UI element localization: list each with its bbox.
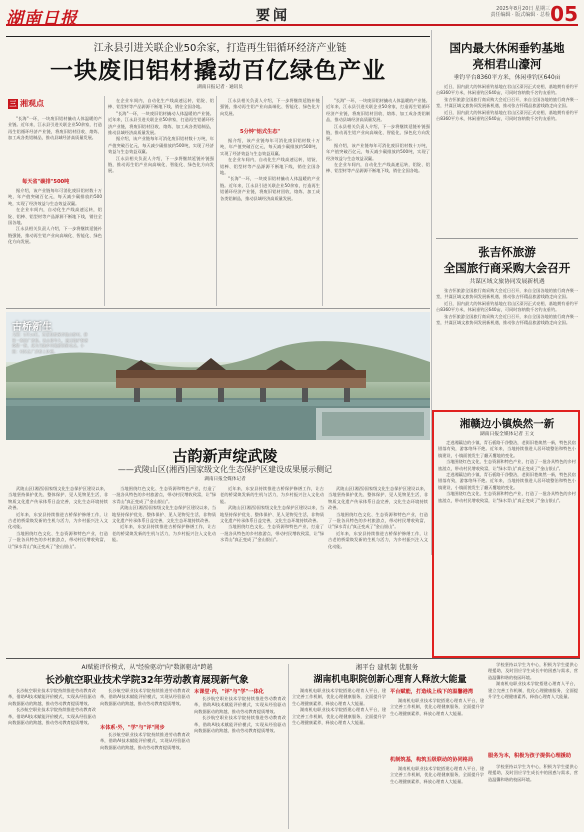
lead-kicker: 江永县引进关联企业50余家，打造再生铝循环经济产业链 <box>93 43 347 54</box>
body-text: 长沙航空职业技术学院持续推进劳动教育改革，借助AI技术赋能评价模式，实现从经验驱动向数据驱动的跨越，推动劳动教育提质增效。 <box>100 732 190 750</box>
body-text: "长海"一环，一块废旧铝材撬动人体温暖的产业链。近年来，江永县引进关联企业50余家，打造再生铝循环经济产业链，将废旧铝材回收、熔炼、加工成各类铝制品，推动县域经济高质量发展。 <box>8 116 102 141</box>
body-text: 湖南机电职业技术学院搭建心理育人平台，建立完善工作机制，优化心理健康服务，全面提升学生心理健康素养，释放心理育人大能量。 <box>390 766 484 784</box>
rule <box>6 36 430 37</box>
xiang-badge-icon: 三 <box>9 100 17 108</box>
rule <box>6 658 580 659</box>
body-text: 近日，国内最大的休闲垂钓基地在君山区濠河正式亮相，基地拥有垂钓平台8360平方米，休闲垂钓区640亩，可同时容纳数千名钓友垂钓。 张吉怀旅游全国旅行商采购大会近日召开，来自全国各地的旅行商齐聚一堂，共谋区域文旅协同发展新机遇，推动张吉怀精品旅游线路走向全国。 近日，国内最大的休闲垂钓基地在君山区濠河正式亮相，基地拥有垂钓平台8360平方米，休闲垂钓区640亩，可同时容纳数千名钓友垂钓。 <box>436 84 578 122</box>
body-text: 武陵山区(湘西)国家级文化生态保护区建设以来，当地坚持保护优先、整体保护、见人见物见生活，非物质文化遗产传承体系日益完善，文化生态环境持续改善。 近年来，东安县持续推进古桥保护修缮工作，让古老的桥梁焕发新的生机与活力，为乡村振兴注入文化动能。 当地围绕红色文化、生态资源和特色产业，打造了一批各具特色的乡村旅游点，带动村民增收致富，让"绿水青山"真正变成了"金山银山"。 <box>8 486 108 549</box>
aviation-subhead-1: 本体系·外，"学"与"评"同步 <box>100 725 165 731</box>
body-text: 武陵山区(湘西)国家级文化生态保护区建设以来，当地坚持保护优先、整体保护、见人见物见生活，非物质文化遗产传承体系日益完善，文化生态环境持续改善。 当地围绕红色文化、生态资源和特色产业，打造了一批各具特色的乡村旅游点，带动村民增收致富，让"绿水青山"真正变成了"金山银山"。 近年来，东安县持续推进古桥保护修缮工作，让古老的桥梁焕发新的生机与活力，为乡村振兴注入文化动能。 <box>328 486 428 549</box>
culture-subtitle: ——武陵山区(湘西)国家级文化生态保护区建设成果展示侧记 <box>117 465 333 474</box>
masthead <box>6 2 578 29</box>
body-text: 据介绍，该产业链每年可消化废旧铝材数十万吨，年产值突破百亿元，每天减少碳排放约500吨，实现了经济效益与生态效益双赢。 在企业车间内，自动化生产线高速运转，铝锭、铝棒、铝型材等产品源源不断地下线，销往全国各地。 江永县相关负责人介绍，下一步将继续延链补链强链，推动再生铝产业向高端化、智能化、绿色化方向发展。 <box>8 188 102 245</box>
aviation-subhead-2: 本课堂·内，"评"与"学"一体化 <box>194 689 264 695</box>
xiang-subhead: 每天省"碳排"500吨 <box>22 179 70 185</box>
lead-byline: 湖南日报记者 · 通讯员 <box>197 85 243 90</box>
rule <box>436 238 578 239</box>
xiang-heading: 三 湘观点 <box>9 99 44 108</box>
tourism-headline-2: 全国旅行商采购大会召开 <box>443 261 571 275</box>
mechanical-headline: 湖南机电职院创新心理育人释放大能量 <box>313 675 467 685</box>
aviation-headline: 长沙航空职业技术学院32年劳动教育展现新气象 <box>45 675 249 686</box>
body-text: 当地围绕红色文化、生态资源和特色产业，打造了一批各具特色的乡村旅游点，带动村民增收致富，让"绿水青山"真正变成了"金山银山"。 武陵山区(湘西)国家级文化生态保护区建设以来，当地坚持保护优先、整体保护、见人见物见生活，非物质文化遗产传承体系日益完善，文化生态环境持续改善。 近年来，东安县持续推进古桥保护修缮工作，让古老的桥梁焕发新的生机与活力，为乡村振兴注入文化动能。 <box>112 486 216 543</box>
body-text: 长沙航空职业技术学院持续推进劳动教育改革，借助AI技术赋能评价模式，实现从经验驱动向数据驱动的跨越，推动劳动教育提质增效。 长沙航空职业技术学院持续推进劳动教育改革，借助AI技术赋能评价模式，实现从经验驱动向数据驱动的跨越，推动劳动教育提质增效。 <box>8 688 96 726</box>
body-text: 走进湘赣边的小镇，青石板路干净整洁，老街旧巷焕然一新，特色民宿错落有致，游客络绎不绝。近年来，当地持续推进人居环境整治和特色小镇建设，小镇面貌发生了翻天覆地的变化。 当地围绕红色文化、生态资源和特色产业，打造了一批各具特色的乡村旅游点，带动村民增收致富，让"绿水青山"真正变成了"金山银山"。 走进湘赣边的小镇，青石板路干净整洁，老街旧巷焕然一新，特色民宿错落有致，游客络绎不绝。近年来，当地持续推进人居环境整治和特色小镇建设，小镇面貌发生了翻天覆地的变化。 当地围绕红色文化、生态资源和特色产业，打造了一批各具特色的乡村旅游点，带动村民增收致富，让"绿水青山"真正变成了"金山银山"。 <box>438 440 576 503</box>
body-text: 湖南机电职业技术学院搭建心理育人平台，建立完善工作机制，优化心理健康服务，全面提升学生心理健康素养，释放心理育人大能量。 <box>390 698 484 716</box>
lead-headline: 一块废旧铝材撬动百亿绿色产业 <box>50 58 386 84</box>
date-line: 2025年8月20日 星期三 责任编辑 · 版式编辑 · 总检 <box>490 6 550 18</box>
mechanical-subhead-3: 服务为本，积极为孩子提供心理援助 <box>488 753 572 759</box>
photo-caption: 大图：5月19日，东安县紫溪市镇古桥村，修葺一新的广济桥。该古桥年久，通过保护修缮焕然一新，成为当地乡村旅游的新亮点。小图：村民在广济桥上休憩。 <box>12 332 88 354</box>
body-text: 学校坚持以学生为中心，积极为学生提供心理援助，及时回应学生成长中的困惑与需求，营造温馨和谐的校园环境。 <box>488 764 578 782</box>
column-divider <box>288 664 289 829</box>
body-text: 据介绍，该产业链每年可消化废旧铝材数十万吨，年产值突破百亿元，每天减少碳排放约500吨，实现了经济效益与生态效益双赢。 在企业车间内，自动化生产线高速运转，铝锭、铝棒、铝型材等产品源源不断地下线，销往全国各地。 "长海"一环，一块废旧铝材撬动人体温暖的产业链。近年来，江永县引进关联企业50余家，打造再生铝循环经济产业链，将废旧铝材回收、熔炼、加工成各类铝制品，推动县域经济高质量发展。 <box>220 138 320 201</box>
mechanical-subhead-1: 平台赋能，打造线上线下的温馨港湾 <box>390 689 474 695</box>
fishing-headline-2: 亮相君山濠河 <box>472 57 542 71</box>
body-text: "长海"一环，一块废旧铝材撬动人体温暖的产业链。近年来，江永县引进关联企业50余家，打造再生铝循环经济产业链，将废旧铝材回收、熔炼、加工成各类铝制品，推动县域经济高质量发展。 江永县相关负责人介绍，下一步将继续延链补链强链，推动再生铝产业向高端化、智能化、绿色化方向发展。 据介绍，该产业链每年可消化废旧铝材数十万吨，年产值突破百亿元，每天减少碳排放约500吨，实现了经济效益与生态效益双赢。 在企业车间内，自动化生产线高速运转，铝锭、铝棒、铝型材等产品源源不断地下线，销往全国各地。 <box>326 98 430 174</box>
town-byline: 湖南日报全媒体记者 王文 <box>479 432 535 437</box>
column-divider <box>322 96 323 306</box>
town-headline: 湘赣边小镇焕然一新 <box>459 418 555 430</box>
tourism-headline-1: 张吉怀旅游 <box>478 245 536 259</box>
culture-headline: 古韵新声绽武陵 <box>172 447 278 465</box>
body-text: 学校坚持以学生为中心，积极为学生提供心理援助，及时回应学生成长中的困惑与需求，营造温馨和谐的校园环境。 湖南机电职业技术学院搭建心理育人平台，建立完善工作机制，优化心理健康服务，全面提升学生心理健康素养，释放心理育人大能量。 <box>488 662 578 700</box>
body-text: 长沙航空职业技术学院持续推进劳动教育改革，借助AI技术赋能评价模式，实现从经验驱动向数据驱动的跨越，推动劳动教育提质增效。 长沙航空职业技术学院持续推进劳动教育改革，借助AI技术赋能评价模式，实现从经验驱动向数据驱动的跨越，推动劳动教育提质增效。 <box>194 696 286 734</box>
body-text: 湖南机电职业技术学院搭建心理育人平台，建立完善工作机制，优化心理健康服务，全面提升学生心理健康素养，释放心理育人大能量。 湖南机电职业技术学院搭建心理育人平台，建立完善工作机制，优化心理健康服务，全面提升学生心理健康素养，释放心理育人大能量。 <box>292 688 386 726</box>
section-name: 要闻 <box>256 8 290 24</box>
body-text: 近年来，东安县持续推进古桥保护修缮工作，让古老的桥梁焕发新的生机与活力，为乡村振兴注入文化动能。 武陵山区(湘西)国家级文化生态保护区建设以来，当地坚持保护优先、整体保护、见人见物见生活，非物质文化遗产传承体系日益完善，文化生态环境持续改善。 当地围绕红色文化、生态资源和特色产业，打造了一批各具特色的乡村旅游点，带动村民增收致富，让"绿水青山"真正变成了"金山银山"。 <box>220 486 324 543</box>
lead-subhead-2: 5分钟"铝式生态" <box>240 129 281 135</box>
aviation-kicker: AI赋能评价模式，从"经验驱动"向"数据驱动"跨越 <box>81 664 213 671</box>
page-number: 05 <box>550 2 578 26</box>
fishing-subtitle: 垂钓平台8360平方米，休闲垂钓区640亩 <box>453 75 561 81</box>
fishing-headline-1: 国内最大休闲垂钓基地 <box>449 41 565 55</box>
rule <box>6 308 430 309</box>
body-text: 在企业车间内，自动化生产线高速运转，铝锭、铝棒、铝型材等产品源源不断地下线，销往全国各地。 "长海"一环，一块废旧铝材撬动人体温暖的产业链。近年来，江永县引进关联企业50余家，打造再生铝循环经济产业链，将废旧铝材回收、熔炼、加工成各类铝制品，推动县域经济高质量发展。 据介绍，该产业链每年可消化废旧铝材数十万吨，年产值突破百亿元，每天减少碳排放约500吨，实现了经济效益与生态效益双赢。 江永县相关负责人介绍，下一步将继续延链补链强链，推动再生铝产业向高端化、智能化、绿色化方向发展。 <box>108 98 214 174</box>
photo-title: 古桥新生 <box>12 322 52 333</box>
body-text: 张吉怀旅游全国旅行商采购大会近日召开，来自全国各地的旅行商齐聚一堂，共谋区域文旅协同发展新机遇，推动张吉怀精品旅游线路走向全国。 近日，国内最大的休闲垂钓基地在君山区濠河正式亮相，基地拥有垂钓平台8360平方米，休闲垂钓区640亩，可同时容纳数千名钓友垂钓。 张吉怀旅游全国旅行商采购大会近日召开，来自全国各地的旅行商齐聚一堂，共谋区域文旅协同发展新机遇，推动张吉怀精品旅游线路走向全国。 <box>436 288 578 326</box>
tourism-subtitle: 共谋区域文旅协同发展新机遇 <box>469 279 545 285</box>
mechanical-subhead-2: 机制筑基，构筑五级联动的协同格局 <box>390 757 474 763</box>
column-divider <box>216 96 217 306</box>
body-text: 江永县相关负责人介绍，下一步将继续延链补链强链，推动再生铝产业向高端化、智能化、绿色化方向发展。 <box>220 98 320 116</box>
mechanical-kicker: 湘平台 建机制 优服务 <box>355 663 419 671</box>
body-text: 长沙航空职业技术学院持续推进劳动教育改革，借助AI技术赋能评价模式，实现从经验驱动向数据驱动的跨越，推动劳动教育提质增效。 <box>100 688 190 706</box>
culture-byline: 湖南日报全媒体记者 <box>204 477 246 482</box>
column-divider <box>104 96 105 306</box>
newspaper-logo: 湖南日报 <box>6 9 78 29</box>
